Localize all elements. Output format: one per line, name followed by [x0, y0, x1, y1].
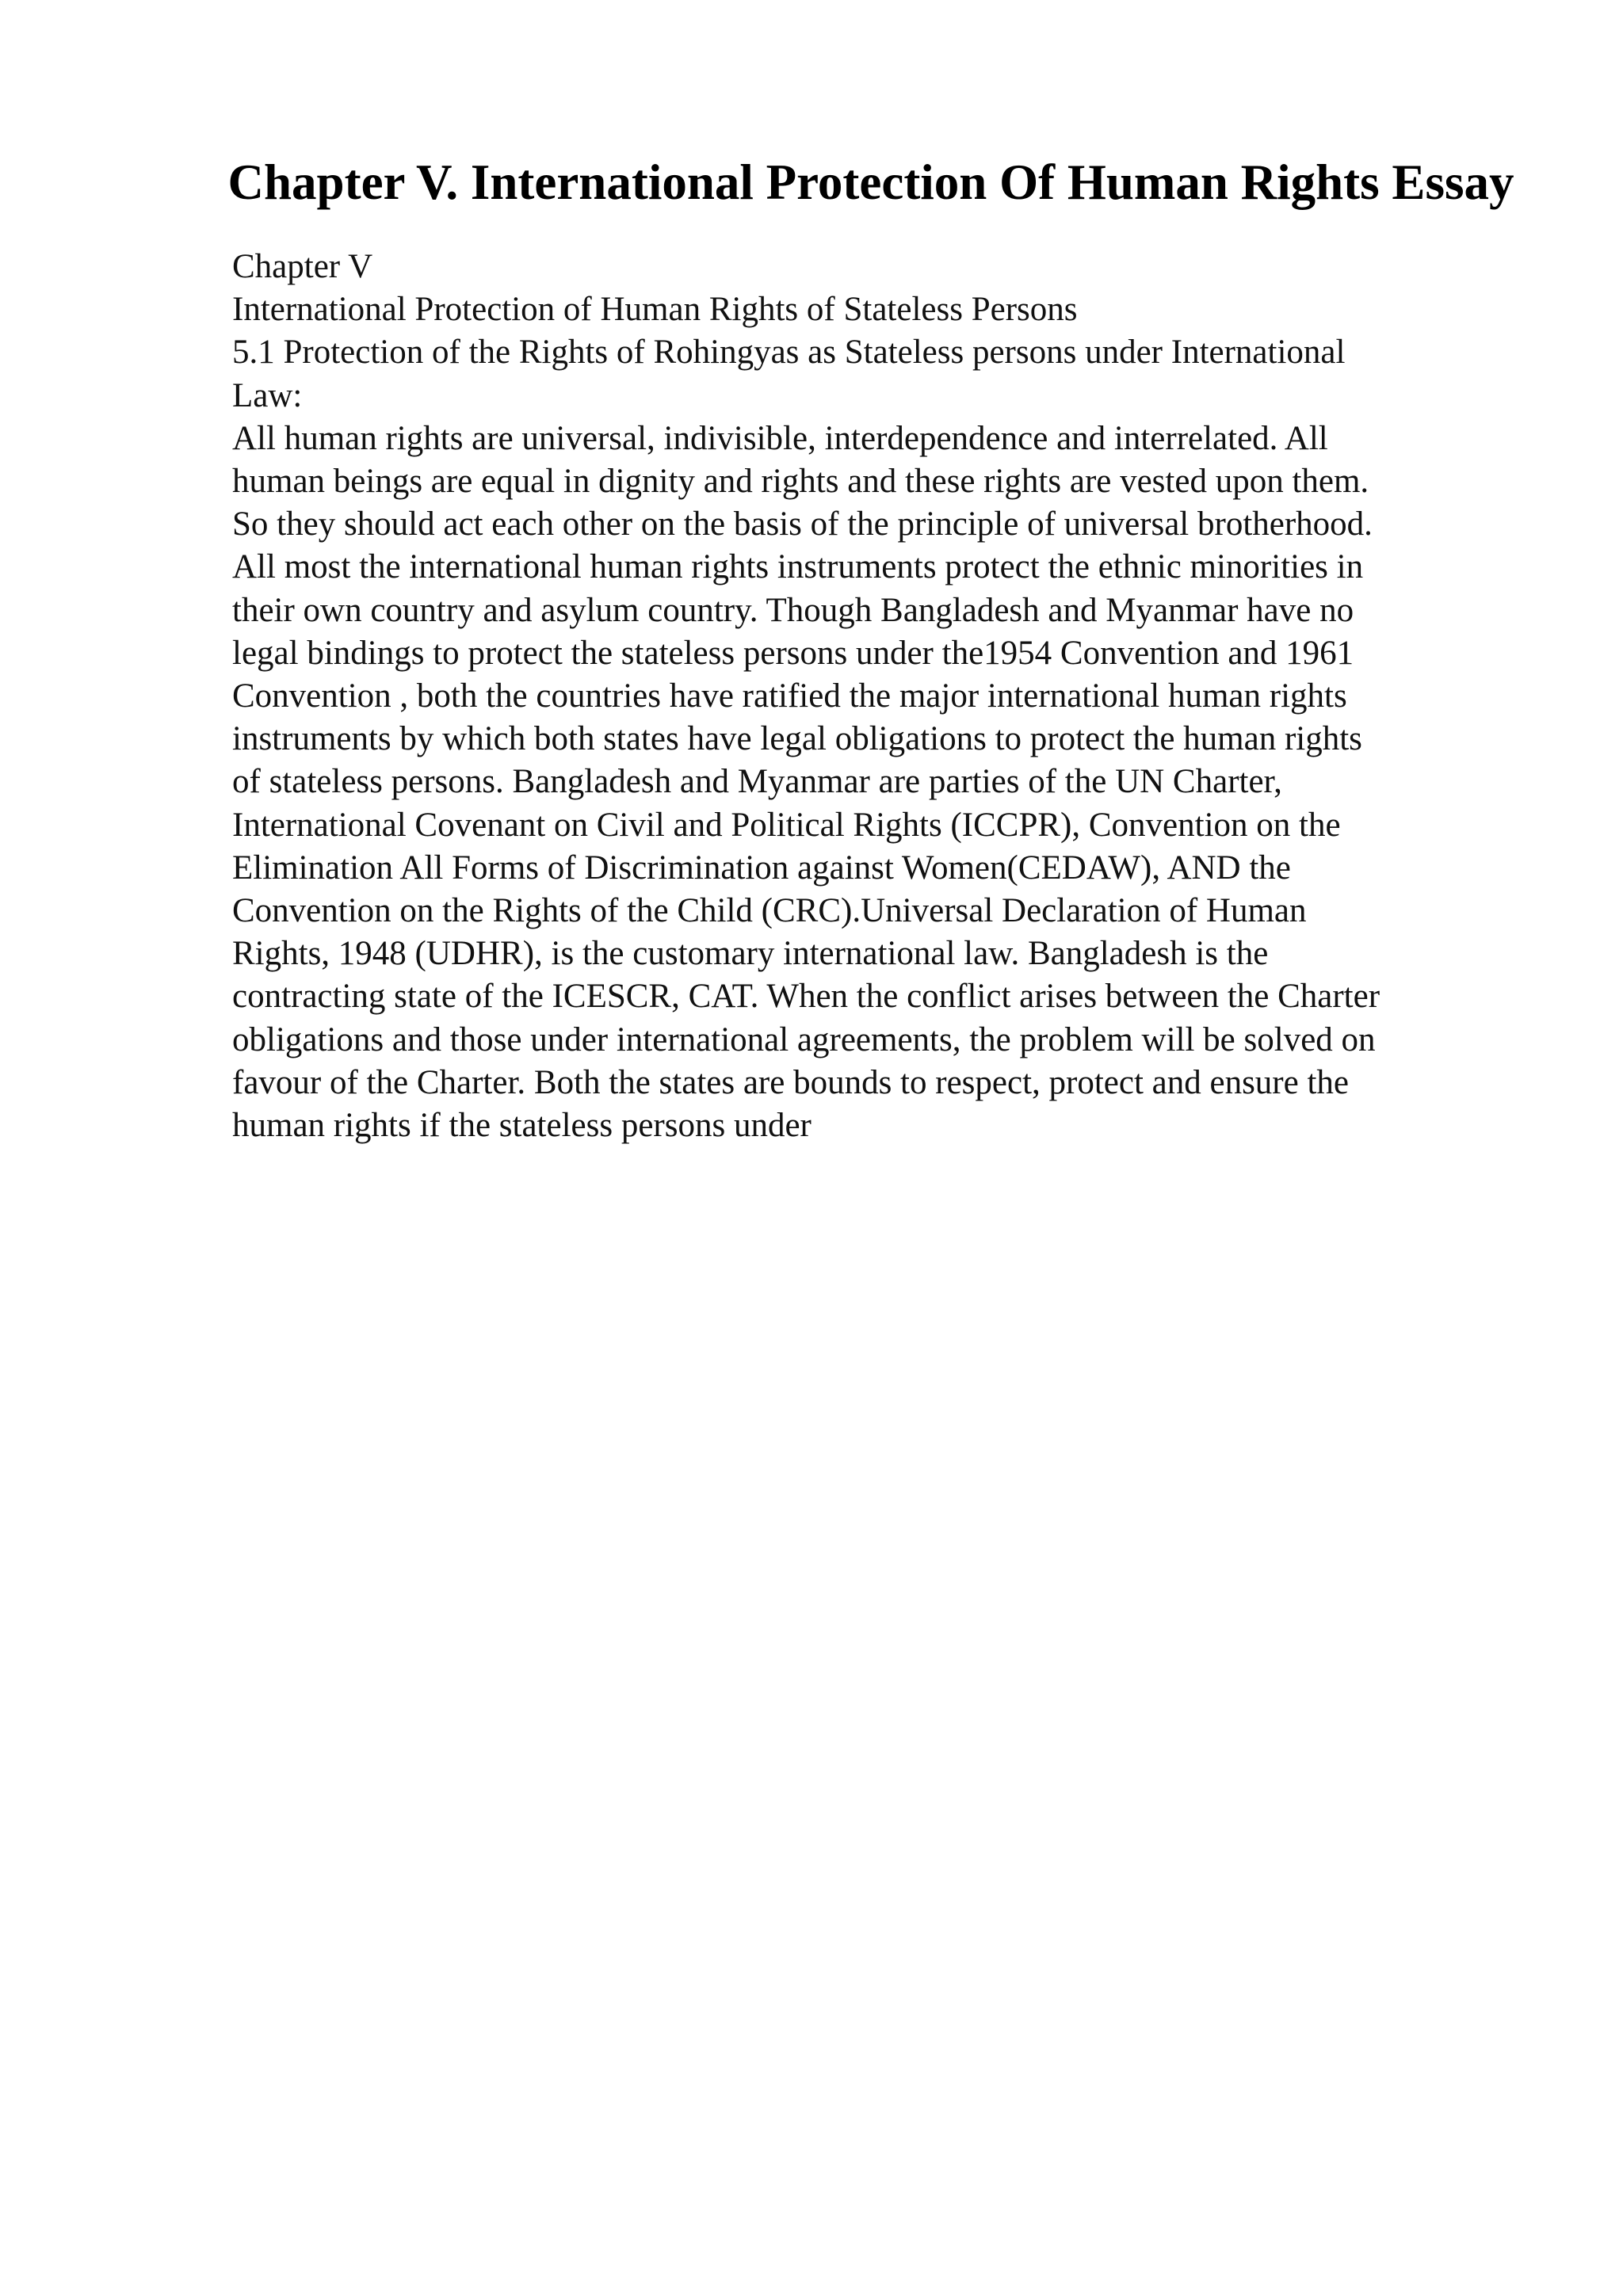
- paragraph-line: their own country and asylum country. Though Bangladesh and Myanmar have no: [232, 591, 1354, 629]
- document-title: Chapter V. International Protection Of Human Rights Essay: [227, 154, 1514, 210]
- paragraph-line: instruments by which both states have legal obligations to protect the human rights: [232, 720, 1362, 758]
- paragraph-line: International Covenant on Civil and Political Rights (ICCPR), Convention on the: [232, 806, 1341, 844]
- chapter-title: International Protection of Human Rights of Stateless Persons: [232, 291, 1078, 329]
- paragraph-line: All most the international human rights instruments protect the ethnic minorities in: [232, 548, 1364, 586]
- paragraph-line: Convention , both the countries have ratified the major international human rights: [232, 677, 1347, 715]
- paragraph-line: All human rights are universal, indivisible, interdependence and interrelated. All: [232, 419, 1328, 457]
- paragraph-line: Elimination All Forms of Discrimination against Women(CEDAW), AND the: [232, 849, 1291, 887]
- paragraph-line: human rights if the stateless persons under: [232, 1107, 812, 1145]
- paragraph-line: legal bindings to protect the stateless persons under the1954 Convention and 1961: [232, 634, 1354, 672]
- paragraph-line: contracting state of the ICESCR, CAT. When the conflict arises between the Charter: [232, 978, 1381, 1016]
- paragraph-line: human beings are equal in dignity and rights and these rights are vested upon them.: [232, 463, 1369, 501]
- paragraph-line: of stateless persons. Bangladesh and Myanmar are parties of the UN Charter,: [232, 763, 1282, 801]
- paragraph-line: Convention on the Rights of the Child (CRC).Universal Declaration of Human: [232, 892, 1307, 930]
- body-paragraph: [232, 418, 1500, 1147]
- section-heading-line-1: 5.1 Protection of the Rights of Rohingyas as Stateless persons under International: [232, 334, 1346, 372]
- paragraph-line: obligations and those under international agreements, the problem will be solved on: [232, 1020, 1376, 1058]
- paragraph-line: Rights, 1948 (UDHR), is the customary international law. Bangladesh is the: [232, 935, 1269, 973]
- chapter-label: Chapter V: [232, 248, 373, 285]
- paragraph-line: favour of the Charter. Both the states are bounds to respect, protect and ensure the: [232, 1063, 1349, 1101]
- paragraph-line: So they should act each other on the basis of the principle of universal brotherhood.: [232, 505, 1373, 543]
- section-heading-line-2: Law:: [232, 376, 303, 414]
- document-body: [232, 246, 1500, 1147]
